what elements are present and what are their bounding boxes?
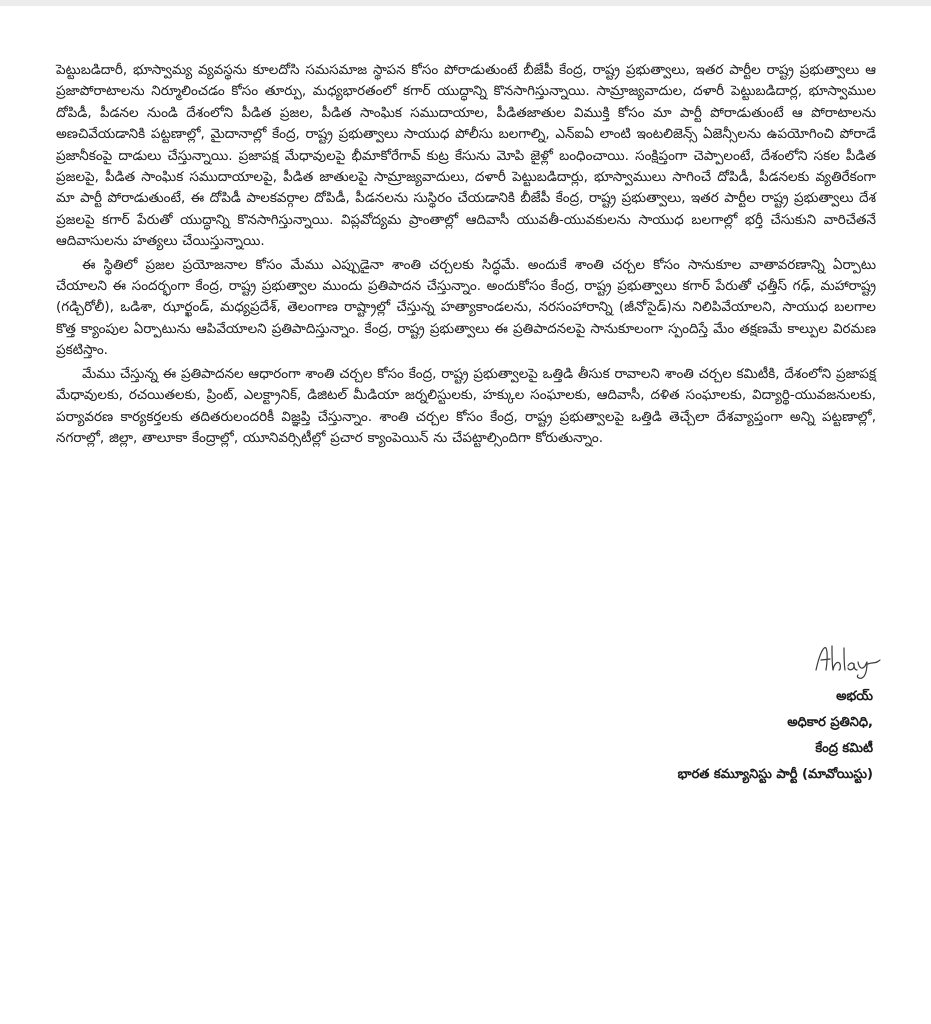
paragraph-1: పెట్టుబడిదారీ, భూస్వామ్య వ్యవస్థను కూలదోసి సమసమాజ స్థాపన కోసం పోరాడుతుంటే బీజేపీ కేంద్ర, రాష్ట్ర ప్రభుత్వాలు, ఇతర పార్టీల రాష్ట్ర ప్రభుత్వాలు ఆ ప్రజాపోరాటాలను నిర్మూలించడం కోసం తూర్పు, మధ్యభారతంలో కగార్ యుద్ధాన్ని కొనసాగిస్తున్నాయి. సామ్రాజ్యవాదుల, దళారీ పెట్టుబడిదార్ల, భూస్వాముల దోపిడీ, పీడనల నుండి దేశంలోని పీడిత ప్రజల, పీడిత సాంఘిక సముదాయాల, పీడితజాతుల విముక్తి కోసం మా పార్టీ పోరాడుతుంటే ఆ పోరాటాలను అణచివేయడానికి పట్టణాల్లో, మైదానాల్లో కేంద్ర, రాష్ట్ర ప్రభుత్వాలు సాయుధ పోలీసు బలగాల్ని, ఎన్ఐఏ లాంటి ఇంటలిజెన్స్ ఏజెన్సీలను ఉపయోగించి పోరాడే ప్రజానీకంపై దాడులు చేస్తున్నాయి. ప్రజాపక్ష మేధావులపై భీమాకోరేగావ్ కుట్ర కేసును మోపి జైళ్లో బంధించాయి. సంక్షిప్తంగా చెప్పాలంటే, దేశంలోని సకల పీడిత ప్రజలపై, పీడిత సాంఘిక సముదాయాలపై, పీడిత జాతులపై సామ్రాజ్యవాదులు, దళారీ పెట్టుబడిదార్లు, భూస్వాములు సాగించే దోపిడీ, పీడనలకు వ్యతిరేకంగా మా పార్టీ పోరాడుతుంటే, ఈ దోపిడీ పాలకవర్గాల దోపిడీ, పీడనలను సుస్థిరం చేయడానికి బీజేపీ కేంద్ర, రాష్ట్ర ప్రభుత్వాలు, ఇతర పార్టీల రాష్ట్ర ప్రభుత్వాలు దేశ ప్రజలపై కగార్ పేరుతో యుద్ధాన్ని కొనసాగిస్తున్నాయి. విప్లవోద్యమ ప్రాంతాల్లో ఆదివాసీ యువతీ-యువకులను సాయుధ బలగాల్లో భర్తీ చేసుకుని వారిచేతనే ఆదివాసులను హత్యలు చేయిస్తున్నాయి. bbox=[56, 62, 876, 250]
handwritten-signature bbox=[812, 640, 882, 680]
signatory-party: భారత కమ్యూనిస్టు పార్టీ (మావోయిస్టు) bbox=[677, 767, 873, 782]
paragraph-3: మేము చేస్తున్న ఈ ప్రతిపాదనల ఆధారంగా శాంతి చర్చల కోసం కేంద్ర, రాష్ట్ర ప్రభుత్వాలపై ఒత్తిడి తీసుక రావాలని శాంతి చర్చల కమిటీకి, దేశంలోని ప్రజాపక్ష మేధావులకు, రచయితలకు, ప్రింట్, ఎలక్ట్రానిక్, డిజిటల్ మీడియా జర్నలిస్టులకు, హక్కుల సంఘాలకు, ఆదివాసీ, దళిత సంఘాలకు, విద్యార్థి-యువజనులకు, పర్యావరణ కార్యకర్తలకు తదితరులందరికీ విజ్ఞప్తి చేస్తున్నాం. శాంతి చర్చల కోసం కేంద్ర, రాష్ట్ర ప్రభుత్వాలపై ఒత్తిడి తెచ్చేలా దేశవ్యాప్తంగా అన్ని పట్టణాల్లో, నగరాల్లో, జిల్లా, తాలూకా కేంద్రాల్లో, యూనివర్సిటీల్లో ప్రచార క్యాంపెయిన్ ను చేపట్టాల్సిందిగా కోరుతున్నాం. bbox=[56, 365, 876, 446]
signatory-committee: కేంద్ర కమిటీ bbox=[815, 741, 873, 756]
signature-block bbox=[678, 684, 873, 788]
scan-edge-strip bbox=[0, 0, 931, 6]
signatory-designation: అధికార ప్రతినిధి, bbox=[787, 715, 873, 730]
paragraph-2: ఈ స్థితిలో ప్రజల ప్రయోజనాల కోసం మేము ఎప్పుడైనా శాంతి చర్చలకు సిద్ధమే. అందుకే శాంతి చర్చల కోసం సానుకూల వాతావరణాన్ని ఏర్పాటు చేయాలని ఈ సందర్భంగా కేంద్ర, రాష్ట్ర ప్రభుత్వాల ముందు ప్రతిపాదన చేస్తున్నాం. అందుకోసం కేంద్ర, రాష్ట్ర ప్రభుత్వాలు కగార్ పేరుతో ఛత్తీస్ గఢ్, మహారాష్ట్ర (గడ్చిరోలీ), ఒడిశా, ఝార్ఖండ్, మధ్యప్రదేశ్, తెలంగాణ రాష్ట్రాల్లో చేస్తున్న హత్యాకాండలను, నరసంహారాన్ని (జీనోసైడ్)ను నిలిపివేయాలని, సాయుధ బలగాల కొత్త క్యాంపుల ఏర్పాటును ఆపివేయాలని ప్రతిపాదిస్తున్నాం. కేంద్ర, రాష్ట్ర ప్రభుత్వాలు ఈ ప్రతిపాదనలపై సానుకూలంగా స్పందిస్తే మేం తక్షణమే కాల్పుల విరమణ ప్రకటిస్తాం. bbox=[56, 256, 876, 359]
document-body bbox=[56, 60, 876, 449]
signatory-name: అభయ్ bbox=[836, 689, 873, 704]
